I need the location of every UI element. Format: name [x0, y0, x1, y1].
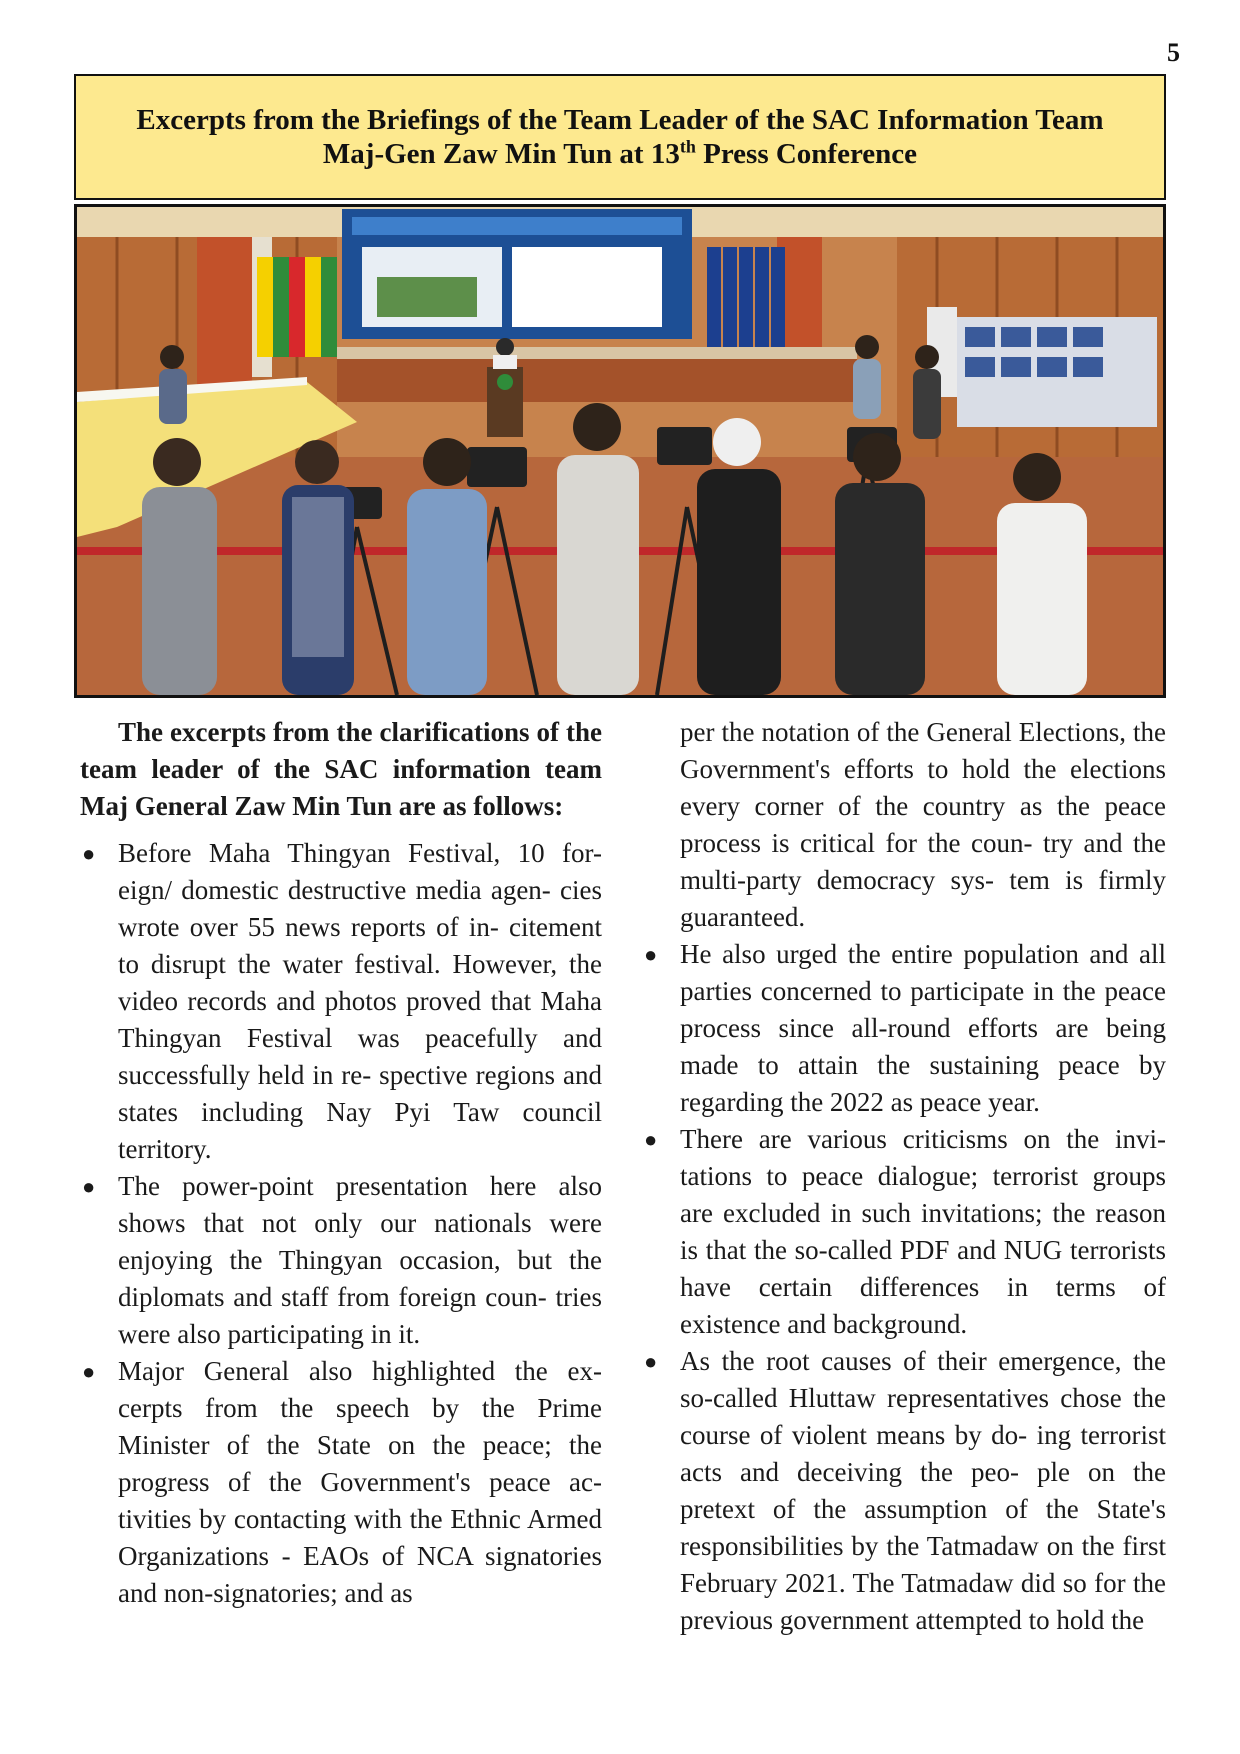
lead-paragraph: The excerpts from the clarifications of the team leader of the SAC information team Maj General Zaw Min Tun are as follows:	[80, 717, 602, 821]
bullet-item	[80, 1168, 602, 1353]
bullet-item	[80, 1353, 602, 1612]
bullet-item	[642, 1343, 1166, 1639]
bullet-icon: ●	[82, 1174, 96, 1199]
bullet-text: The power-point presentation here also shows that not only our nationals were enjoying the Thingyan occasion, but the diplomats and staff from foreign coun- tries were also participating in it.	[118, 1171, 602, 1349]
bullet-icon: ●	[644, 1127, 658, 1152]
bullet-icon: ●	[644, 1349, 658, 1374]
bullet-text: There are various criticisms on the invi- tations to peace dialogue; terrorist groups are excluded in such invitations; the reason is that the so-called PDF and NUG terrorists have certain differences in terms of existence and background.	[680, 1124, 1166, 1339]
bullet-item	[642, 1121, 1166, 1343]
right-bullet-list	[642, 936, 1166, 1639]
press-conference-photo	[74, 204, 1166, 698]
left-bullet-list	[80, 835, 602, 1612]
page-title-box	[74, 74, 1166, 200]
bullet-text: He also urged the entire population and all parties concerned to participate in the peace process since all-round efforts are being made to attain the sustaining peace by regarding the 2022 as peace year.	[680, 939, 1166, 1117]
continued-paragraph: per the notation of the General Elections, the Government's efforts to hold the elections every corner of the country as the peace process is critical for the coun- try and the multi-party democracy sys- tem is firmly guaranteed.	[680, 717, 1166, 932]
bullet-icon: ●	[644, 942, 658, 967]
right-column	[642, 714, 1166, 1639]
bullet-icon: ●	[82, 1359, 96, 1384]
page-title-ordinal-suffix: th	[679, 136, 696, 157]
page-title-line-2	[323, 137, 917, 171]
bullet-item	[80, 835, 602, 1168]
bullet-text: Before Maha Thingyan Festival, 10 for- eign/ domestic destructive media agen- cies wrote over 55 news reports of in- citement to disrupt the water festival. However, the video records and photos proved that Maha Thingyan Festival was peacefully and successfully held in re- spective regions and states including Nay Pyi Taw council territory.	[118, 838, 602, 1164]
bullet-icon: ●	[82, 841, 96, 866]
page-title-line-2-end: Press Conference	[695, 138, 918, 170]
bullet-text: As the root causes of their emergence, the so-called Hluttaw representatives chose the course of violent means by do- ing terrorist acts and deceiving the peo- ple on the pretext of the assumption of the State's responsibilities by the Tatmadaw on the first February 2021. The Tatmadaw did so for the previous government attempted to hold the	[680, 1346, 1166, 1635]
bullet-item	[642, 936, 1166, 1121]
left-column	[80, 714, 602, 1612]
bullet-text: Major General also highlighted the ex- cerpts from the speech by the Prime Minister of the State on the peace; the progress of the Government's peace ac- tivities by contacting with the Ethnic Armed Organizations - EAOs of NCA signatories and non-signatories; and as	[118, 1356, 602, 1608]
page-number: 5	[1167, 38, 1180, 67]
page-title-line-2-main: Maj-Gen Zaw Min Tun at 13	[322, 138, 680, 170]
page-title-line-1: Excerpts from the Briefings of the Team Leader of the SAC Information Team	[136, 104, 1104, 136]
